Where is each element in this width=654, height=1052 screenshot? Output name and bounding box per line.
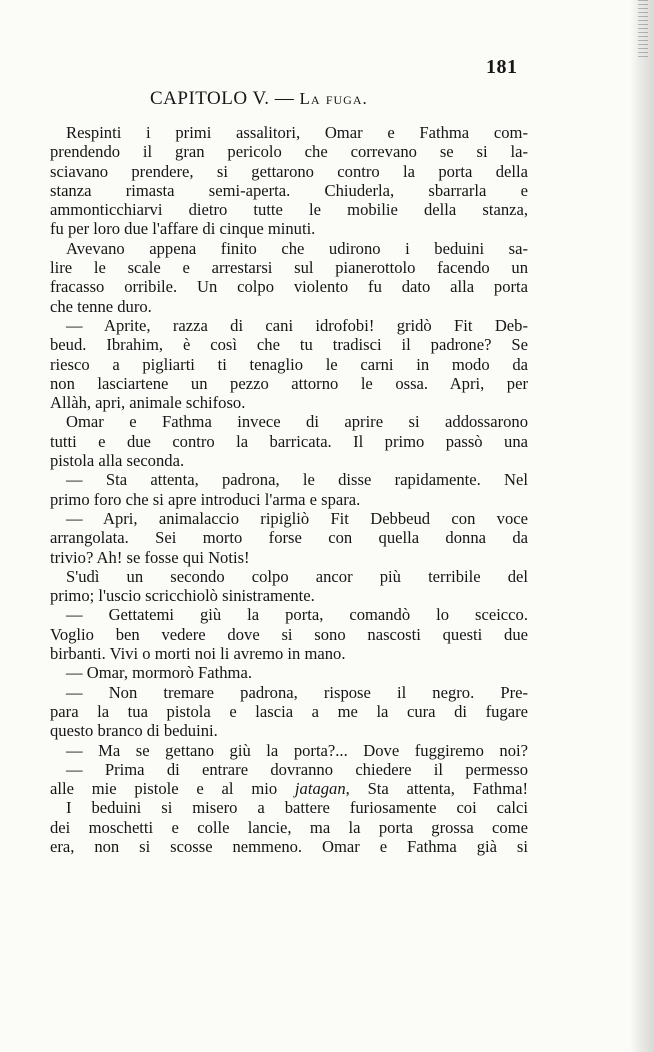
text-line: Respinti i primi assalitori, Omar e Fathma com- [66,123,528,142]
text-segment: alle mie pistole e al mio [50,779,295,799]
text-line: — Non tremare padrona, rispose il negro. Pre- [66,682,528,702]
text-line [50,779,528,798]
text-line: questo branco di beduini. [50,721,218,741]
chapter-subtitle: La fuga. [299,89,368,108]
text-line: primo foro che si apre introduci l'arma e spara. [50,489,361,509]
text-line: ammonticchiarvi dietro tutte le mobilie della stanza, [50,200,528,220]
text-line: Omar e Fathma invece di aprire si addossarono [66,412,528,432]
page-number: 181 [486,56,518,78]
text-line: S'udì un secondo colpo ancor più terribile del [66,566,528,586]
text-line: Allàh, apri, animale schifoso. [50,393,246,413]
italic-word: jatagan [294,779,346,799]
text-line: che tenne duro. [50,296,152,316]
text-line: I beduini si misero a battere furiosamente coi calci [66,798,528,818]
text-line: non lasciartene un pezzo attorno le ossa. Apri, per [50,373,528,393]
text-line: — Sta attenta, padrona, le disse rapidamente. Nel [66,470,528,490]
text-line: birbanti. Vivi o morti noi li avremo in mano. [50,644,346,664]
text-line: — Omar, mormorò Fathma. [66,663,252,683]
text-line: — Aprite, razza di cani idrofobi! gridò Fit Deb- [66,315,528,335]
text-line: arrangolata. Sei morto forse con quella donna da [50,528,528,548]
body-text [50,123,528,856]
text-line: primo; l'uscio scricchiolò sinistramente. [50,586,315,606]
text-line: fracasso orribile. Un colpo violento fu dato alla porta [50,277,528,297]
text-line: para la tua pistola e lascia a me la cura di fugare [50,701,528,721]
text-line: dei moschetti e colle lancie, ma la porta grossa come [50,817,528,837]
text-segment: , Sta attenta, Fathma! [345,779,528,799]
text-line: — Prima di entrare dovranno chiedere il permesso [66,759,528,779]
text-line: pistola alla seconda. [50,451,185,471]
text-line: — Ma se gettano giù la porta?... Dove fuggiremo noi? [66,740,528,760]
text-line: prendendo il gran pericolo che correvano se si la- [50,142,528,162]
text-line: lire le scale e arrestarsi sul pianerottolo facendo un [50,258,528,278]
text-line: trivio? Ah! se fosse qui Notis! [50,547,250,567]
text-line: tutti e due contro la barricata. Il primo passò una [50,431,528,451]
text-line: era, non si scosse nemmeno. Omar e Fathma già si [50,836,528,856]
text-line: fu per loro due l'affare di cinque minuti. [50,219,316,239]
page-edge-shadow [630,0,654,1052]
page-edge-speckle [638,0,648,60]
text-line: — Apri, animalaccio ripigliò Fit Debbeud con voce [66,508,528,528]
text-line: sciavano prendere, si gettarono contro la porta della [50,161,528,181]
text-line: — Gettatemi giù la porta, comandò lo sceicco. [66,605,528,625]
text-line: beud. Ibrahim, è così che tu tradisci il padrone? Se [50,335,528,355]
chapter-title [150,88,368,110]
text-line: stanza rimasta semi-aperta. Chiuderla, sbarrarla e [50,180,528,200]
text-line: Avevano appena finito che udirono i beduini sa- [66,238,528,258]
chapter-label: CAPITOLO V. — [150,88,300,109]
text-line: Voglio ben vedere dove si sono nascosti questi due [50,624,528,644]
text-line: riesco a pigliarti ti tenaglio le carni in modo da [50,354,528,374]
